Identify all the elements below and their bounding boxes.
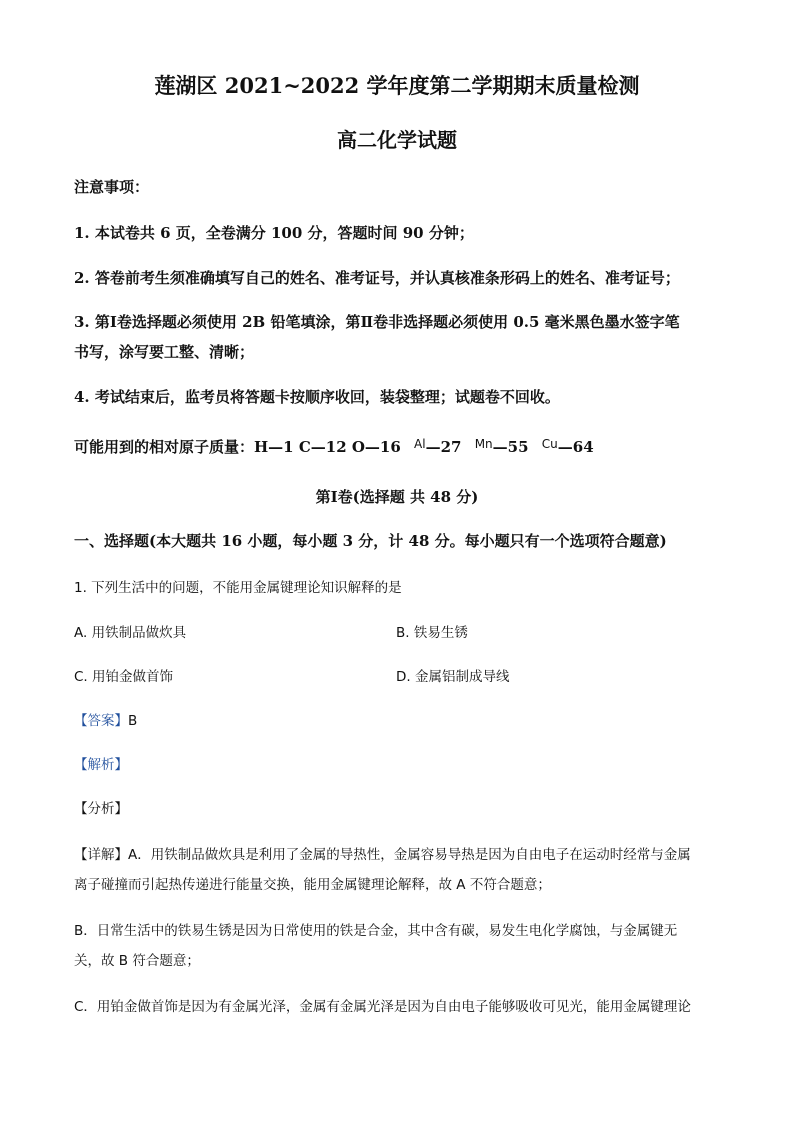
cu-value: —64: [557, 438, 594, 456]
option-c: C. 用铂金做首饰: [74, 669, 174, 685]
detail-line-3: B．日常生活中的铁易生锈是因为日常使用的铁是合金，其中含有碳，易发生电化学腐蚀，与金属键无: [74, 923, 678, 939]
option-b: B. 铁易生锈: [396, 625, 468, 641]
notice-item-4: 4. 考试结束后，监考员将答题卡按顺序收回，装袋整理；试题卷不回收。: [74, 388, 560, 406]
detail-tag: 【详解】: [74, 847, 128, 863]
analysis-tag: 【分析】: [74, 801, 128, 817]
section-instruction: 一、选择题(本大题共 16 小题，每小题 3 分，计 48 分。每小题只有一个选项符合题意): [74, 532, 667, 550]
answer-value: B: [128, 713, 138, 729]
option-a: A. 用铁制品做炊具: [74, 625, 187, 641]
exam-title: 莲湖区 2021~2022 学年度第二学期期末质量检测: [154, 73, 640, 98]
atomic-mass-label: 可能用到的相对原子质量：H—1 C—12 O—16: [74, 438, 401, 456]
al-value: —27: [425, 438, 462, 456]
detail-text-1: A．用铁制品做炊具是利用了金属的导热性，金属容易导热是因为自由电子在运动时经常与金属: [128, 847, 691, 863]
exam-subtitle: 高二化学试题: [337, 128, 457, 152]
question-stem: 1. 下列生活中的问题，不能用金属键理论知识解释的是: [74, 580, 402, 596]
detail-line-5: C．用铂金做首饰是因为有金属光泽，金属有金属光泽是因为自由电子能够吸收可见光，能用金属键理论: [74, 999, 691, 1015]
notice-item-2: 2. 答卷前考生须准确填写自己的姓名、准考证号，并认真核准条形码上的姓名、准考证号；: [74, 269, 680, 287]
option-d: D. 金属铝制成导线: [396, 669, 510, 685]
al-symbol: Al: [414, 437, 426, 451]
cu-symbol: Cu: [541, 437, 558, 451]
detail-line-2: 离子碰撞而引起热传递进行能量交换，能用金属键理论解释，故 A 不符合题意；: [74, 877, 551, 893]
explanation-tag: 【解析】: [74, 757, 128, 773]
section-title: 第Ⅰ卷(选择题 共 48 分): [315, 488, 479, 506]
notice-item-3-cont: 书写，涂写要工整、清晰；: [74, 343, 255, 361]
answer-line: [74, 709, 137, 729]
atomic-mass-line: [74, 436, 594, 457]
mn-value: —55: [492, 438, 529, 456]
mn-symbol: Mn: [474, 437, 493, 451]
detail-line-1: [74, 843, 691, 863]
detail-line-4: 关，故 B 符合题意；: [74, 953, 200, 969]
notice-item-3: 3. 第Ⅰ卷选择题必须使用 2B 铅笔填涂，第Ⅱ卷非选择题必须使用 0.5 毫米黑色墨水签字笔: [74, 313, 680, 331]
notice-heading: 注意事项：: [74, 178, 150, 196]
notice-item-1: 1. 本试卷共 6 页，全卷满分 100 分，答题时间 90 分钟；: [74, 224, 474, 242]
answer-tag: 【答案】: [74, 713, 128, 729]
